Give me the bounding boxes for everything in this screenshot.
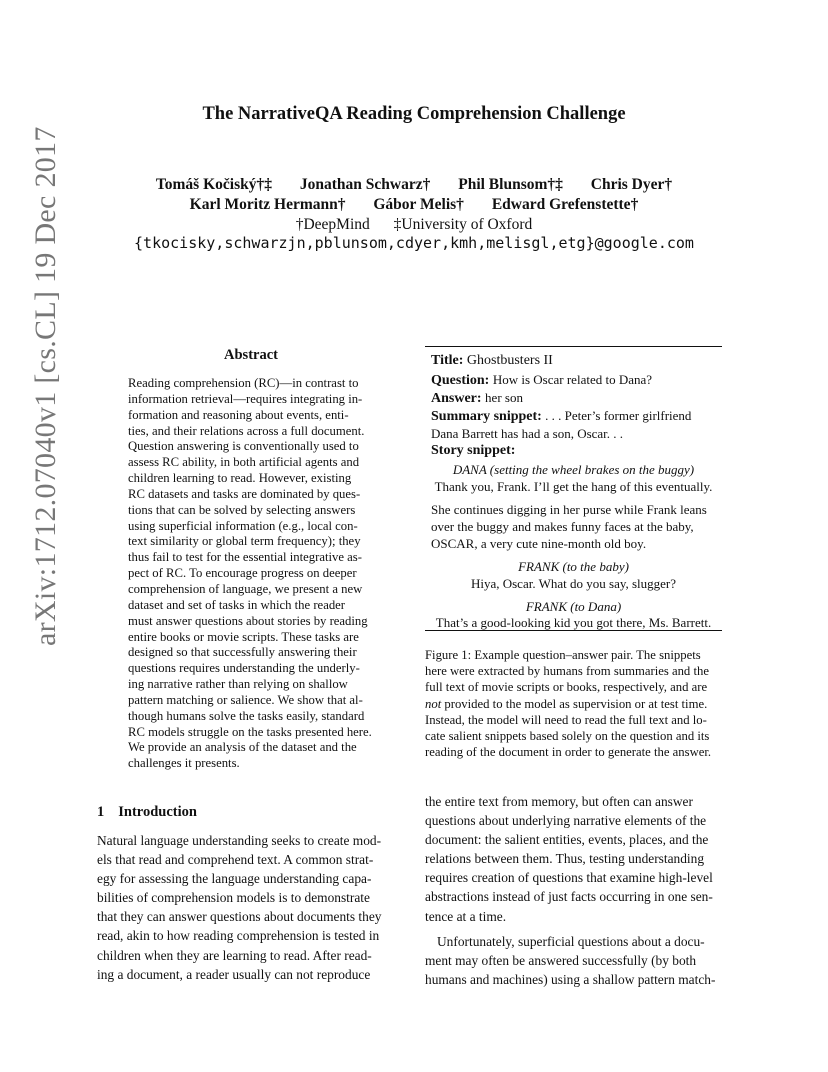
body-line: document: the salient entities, events, places, and the [425, 832, 709, 848]
caption-line: full text of movie scripts or books, respectively, and are [425, 680, 708, 695]
section-title: Introduction [118, 804, 197, 820]
author-line-2 [0, 196, 828, 214]
script-speaker: FRANK (to the baby) [518, 559, 629, 574]
abstract-line: Reading comprehension (RC)—in contrast to [128, 376, 359, 390]
paper-title: The NarrativeQA Reading Comprehension Challenge [202, 104, 626, 124]
figure-1-box [425, 346, 722, 631]
author: Jonathan Schwarz† [299, 176, 431, 193]
author: Karl Moritz Hermann† [189, 196, 346, 213]
figure-title-row: Title: Ghostbusters II [431, 353, 553, 368]
abstract-line: children learning to read. However, existing [128, 471, 352, 486]
body-line: els that read and comprehend text. A common strat- [97, 852, 374, 868]
abstract-line: must answer questions about stories by reading [128, 613, 368, 628]
body-line: abstractions instead of just facts occurring in one sen- [425, 889, 713, 905]
body-line: children when they are learning to read. After read- [97, 947, 372, 963]
abstract-line: dataset and set of tasks in which the reader [128, 597, 346, 612]
body-line: bilities of comprehension models is to demonstrate [97, 890, 370, 906]
abstract-line: RC datasets and tasks are dominated by ques- [128, 486, 361, 501]
abstract-line: RC models struggle on the tasks presented here. [128, 724, 372, 739]
script-action: OSCAR, a very cute nine-month old boy. [431, 536, 647, 551]
body-line: the entire text from memory, but often can answer [425, 794, 693, 809]
author: Tomáš Kočiský†‡ [155, 176, 272, 193]
affiliations [0, 216, 828, 234]
figure-question-row: Question: How is Oscar related to Dana? [431, 372, 653, 388]
script-line: Thank you, Frank. I’ll get the hang of this eventually. [434, 479, 713, 494]
abstract-line: ties, and their relations across a full document. [128, 423, 365, 438]
caption-line: cate salient snippets based solely on the question and its [425, 729, 710, 744]
author: Phil Blunsom†‡ [458, 176, 563, 193]
abstract-line: text similarity or global term frequency); they [128, 534, 361, 549]
body-line: egy for assessing the language understanding capa- [97, 871, 372, 887]
abstract-line: challenges it presents. [128, 756, 240, 771]
section-heading-introduction [97, 804, 197, 821]
abstract-line: pect of RC. To encourage progress on deeper [128, 566, 357, 581]
abstract-line: information retrieval—requires integrating in- [128, 391, 363, 406]
script-line: Hiya, Oscar. What do you say, slugger? [470, 576, 677, 591]
abstract-line: tions that can be solved by selecting answers [128, 502, 356, 517]
abstract-line: using superficial information (e.g., local con- [128, 518, 358, 533]
author-emails: {tkocisky,schwarzjn,pblunsom,cdyer,kmh,melisgl,etg}@google.com [134, 234, 694, 252]
intro-right-column [425, 792, 715, 989]
caption-line: Figure 1: Example question–answer pair. The snippets [425, 648, 701, 662]
script-action: over the buggy and makes funny faces at the baby, [431, 519, 694, 534]
body-line: ing a document, a reader usually can not reproduce [97, 966, 371, 982]
body-line: tence at a time. [425, 908, 507, 924]
script-speaker: DANA (setting the wheel brakes on the buggy) [452, 462, 695, 477]
figure-summary-row: Summary snippet: . . . Peter’s former girlfriend [431, 408, 692, 424]
script-line: That’s a good-looking kid you got there, Ms. Barrett. [435, 615, 712, 630]
body-line: requires creation of questions that examine high-level [425, 870, 713, 886]
figure-caption [425, 647, 725, 760]
body-line: relations between them. Thus, testing understanding [425, 851, 705, 867]
abstract-heading: Abstract [224, 347, 278, 363]
affiliation: ‡University of Oxford [393, 216, 533, 233]
script-speaker: FRANK (to Dana) [525, 599, 622, 614]
intro-left-column [97, 831, 381, 984]
body-line: ment may often be answered successfully (by both [425, 952, 697, 968]
body-line: Natural language understanding seeks to create mod- [97, 833, 382, 848]
arxiv-stamp: arXiv:1712.07040v1 [cs.CL] 19 Dec 2017 [29, 126, 62, 646]
body-line: humans and machines) using a shallow pattern match- [425, 971, 716, 987]
author: Chris Dyer† [590, 176, 673, 193]
abstract-line: ing narrative rather than relying on shallow [128, 677, 348, 692]
abstract-line: questions requires understanding the underly- [128, 661, 360, 676]
section-number: 1 [97, 804, 105, 820]
affiliation: †DeepMind [295, 216, 370, 233]
abstract-line: entire books or movie scripts. These tasks are [128, 629, 359, 644]
author-line-1 [0, 176, 828, 194]
script-action: She continues digging in her purse while Frank leans [431, 502, 707, 517]
abstract-line: comprehension of language, we present a new [128, 581, 363, 596]
abstract-line: thus fail to test for the essential integrative as- [128, 550, 362, 565]
caption-line: reading of the document in order to generate the answer. [425, 745, 712, 760]
abstract-line: assess RC ability, in both artificial agents and [128, 455, 360, 470]
author: Edward Grefenstette† [491, 196, 639, 213]
body-line: read, akin to how reading comprehension is tested in [97, 928, 380, 944]
figure-summary-continued: Dana Barrett has had a son, Oscar. . . [431, 426, 624, 441]
figure-story-label: Story snippet: [431, 443, 516, 458]
abstract-body [128, 376, 378, 772]
caption-line: Instead, the model will need to read the full text and lo- [425, 712, 707, 727]
abstract-line: though humans solve the tasks easily, standard [128, 708, 365, 723]
abstract-line: pattern matching or salience. We show that al- [128, 692, 363, 707]
body-line: Unfortunately, superficial questions about a docu- [437, 933, 705, 949]
abstract-line: designed so that successfully answering their [128, 645, 357, 660]
abstract-line: We provide an analysis of the dataset and the [128, 740, 357, 755]
abstract-line: formation and reasoning about events, enti- [128, 407, 349, 422]
abstract-line: Question answering is conventionally used to [128, 439, 359, 454]
caption-line: here were extracted by humans from summaries and the [425, 664, 709, 679]
caption-line: not provided to the model as supervision or at test time. [425, 696, 708, 711]
figure-answer-row: Answer: her son [431, 390, 523, 406]
body-line: questions about underlying narrative elements of the [425, 813, 707, 829]
body-line: that they can answer questions about documents they [97, 909, 382, 925]
author: Gábor Melis† [373, 196, 464, 213]
